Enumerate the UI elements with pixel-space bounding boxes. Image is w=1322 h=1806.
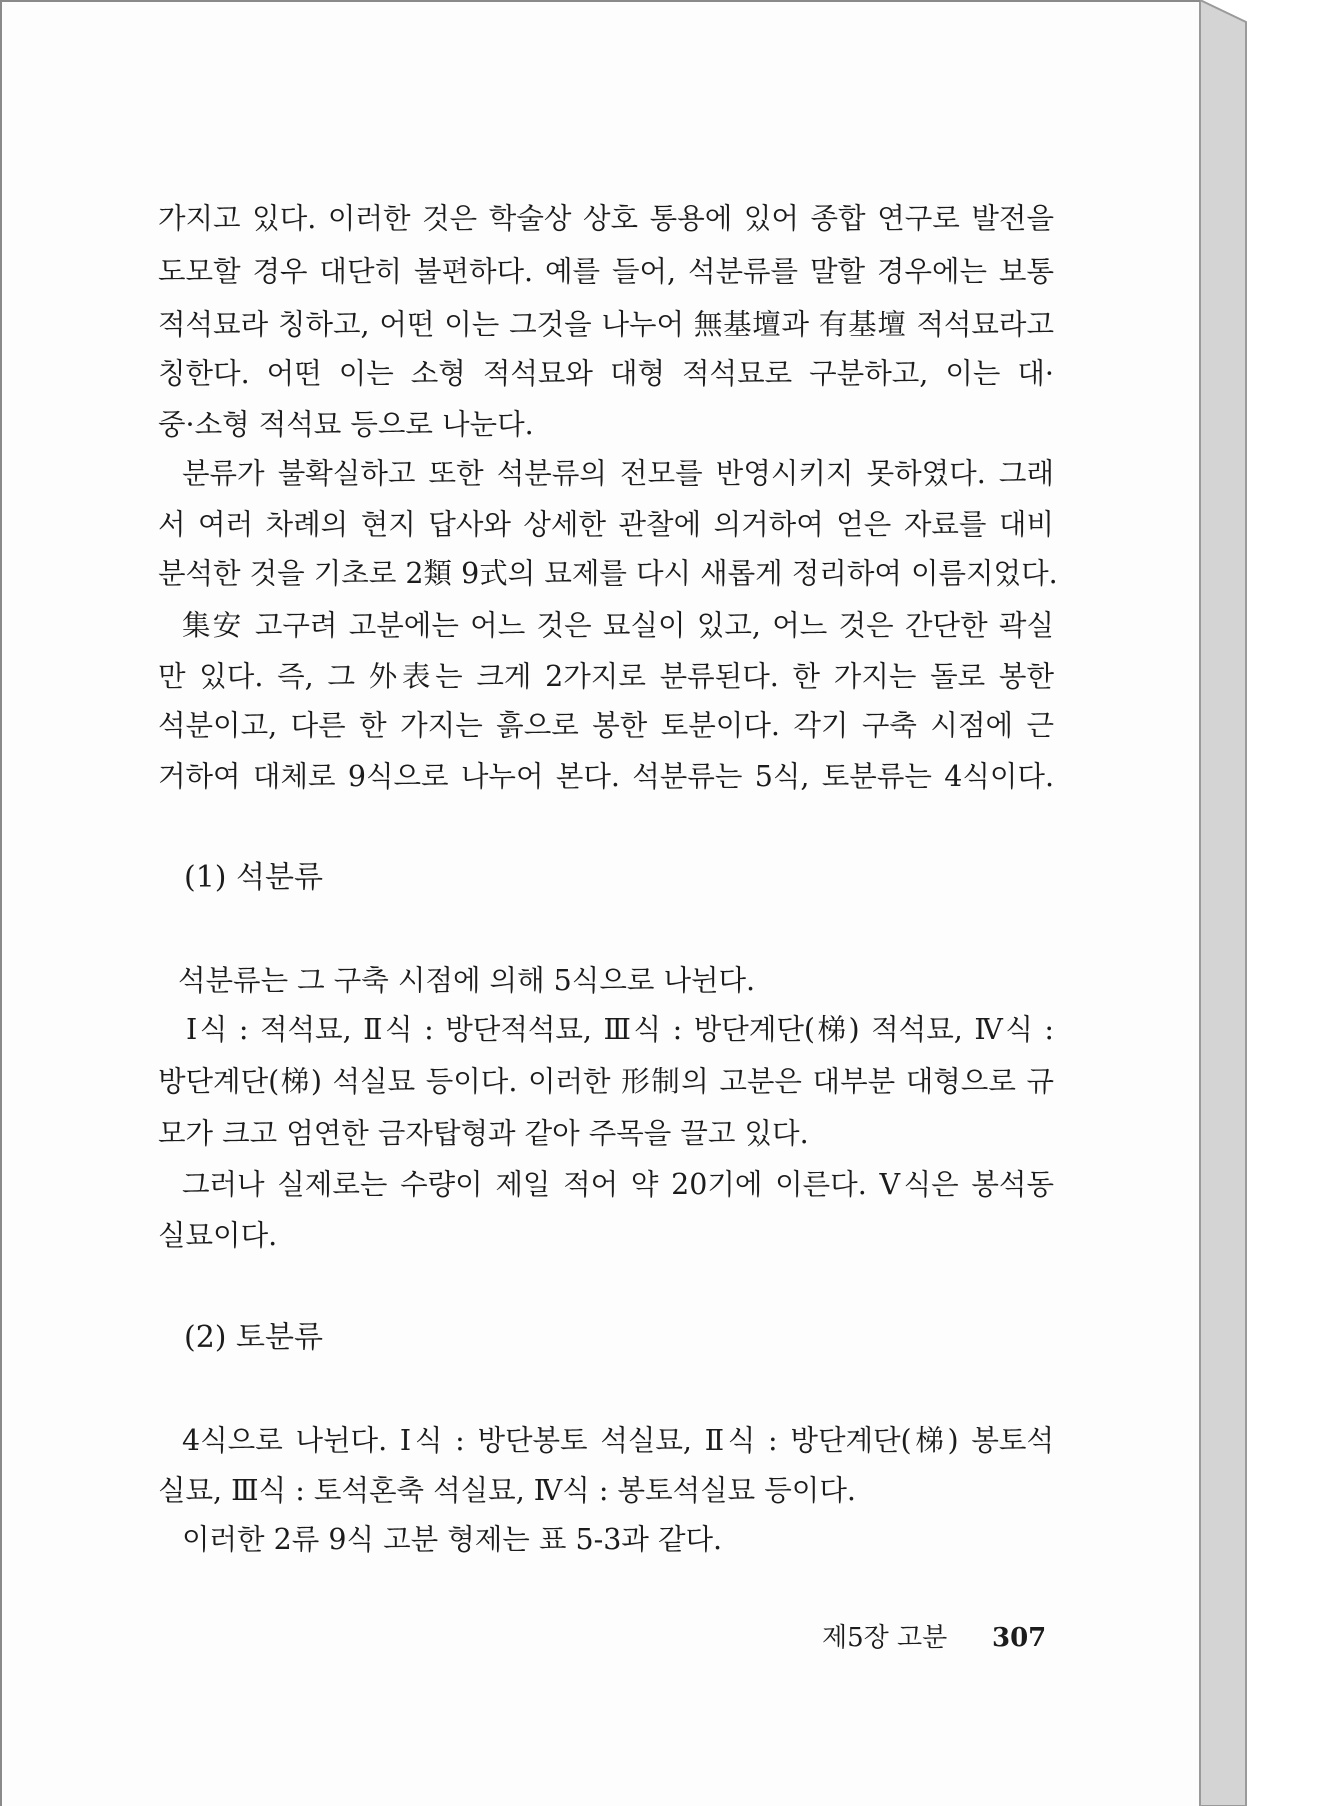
text-line: 분류가 불확실하고 또한 석분류의 전모를 반영시키지 못하였다. 그래 — [182, 457, 1054, 490]
text-line: 실묘이다. — [158, 1219, 278, 1252]
text-line: 서 여러 차례의 현지 답사와 상세한 관찰에 의거하여 얻은 자료를 대비 — [158, 508, 1054, 541]
text-line: 중·소형 적석묘 등으로 나눈다. — [158, 408, 534, 441]
text-line: 모가 크고 엄연한 금자탑형과 같아 주목을 끌고 있다. — [158, 1117, 809, 1150]
text-line: 분석한 것을 기초로 2類 9式의 묘제를 다시 새롭게 정리하여 이름지었다. — [158, 557, 1058, 590]
text-line: 그러나 실제로는 수량이 제일 적어 약 20기에 이른다. Ⅴ식은 봉석동 — [182, 1168, 1054, 1201]
text-line: 석분이고, 다른 한 가지는 흙으로 봉한 토분이다. 각기 구축 시점에 근 — [158, 709, 1054, 742]
text-line: Ⅰ식 : 적석묘, Ⅱ식 : 방단적석묘, Ⅲ식 : 방단계단(梯) 적석묘, Ⅳ식 : — [186, 1013, 1054, 1046]
section-heading: (2) 토분류 — [184, 1320, 323, 1355]
page-number: 307 — [992, 1623, 1047, 1653]
text-line: 도모할 경우 대단히 불편하다. 예를 들어, 석분류를 말할 경우에는 보통 — [158, 255, 1054, 288]
book-side-edge — [1200, 0, 1246, 1806]
text-line: 가지고 있다. 이러한 것은 학술상 상호 통용에 있어 종합 연구로 발전을 — [158, 202, 1054, 235]
footer-chapter: 제5장 고분 — [822, 1623, 948, 1653]
text-line: 만 있다. 즉, 그 外表는 크게 2가지로 분류된다. 한 가지는 돌로 봉한 — [158, 660, 1054, 693]
text-line: 칭한다. 어떤 이는 소형 적석묘와 대형 적석묘로 구분하고, 이는 대· — [158, 357, 1054, 390]
section-heading: (1) 석분류 — [184, 860, 323, 895]
text-line: 4식으로 나뉜다. Ⅰ식 : 방단봉토 석실묘, Ⅱ식 : 방단계단(梯) 봉토석 — [182, 1424, 1054, 1457]
text-line: 이러한 2류 9식 고분 형제는 표 5-3과 같다. — [182, 1523, 723, 1556]
text-line: 실묘, Ⅲ식 : 토석혼축 석실묘, Ⅳ식 : 봉토석실묘 등이다. — [158, 1474, 856, 1507]
text-line: 적석묘라 칭하고, 어떤 이는 그것을 나누어 無基壇과 有基壇 적석묘라고 — [158, 308, 1054, 341]
text-line: 거하여 대체로 9식으로 나누어 본다. 석분류는 5식, 토분류는 4식이다. — [158, 760, 1054, 793]
text-line: 集安 고구려 고분에는 어느 것은 묘실이 있고, 어느 것은 간단한 곽실 — [182, 609, 1054, 642]
text-line: 석분류는 그 구축 시점에 의해 5식으로 나뉜다. — [178, 964, 756, 997]
text-line: 방단계단(梯) 석실묘 등이다. 이러한 形制의 고분은 대부분 대형으로 규 — [158, 1065, 1054, 1098]
